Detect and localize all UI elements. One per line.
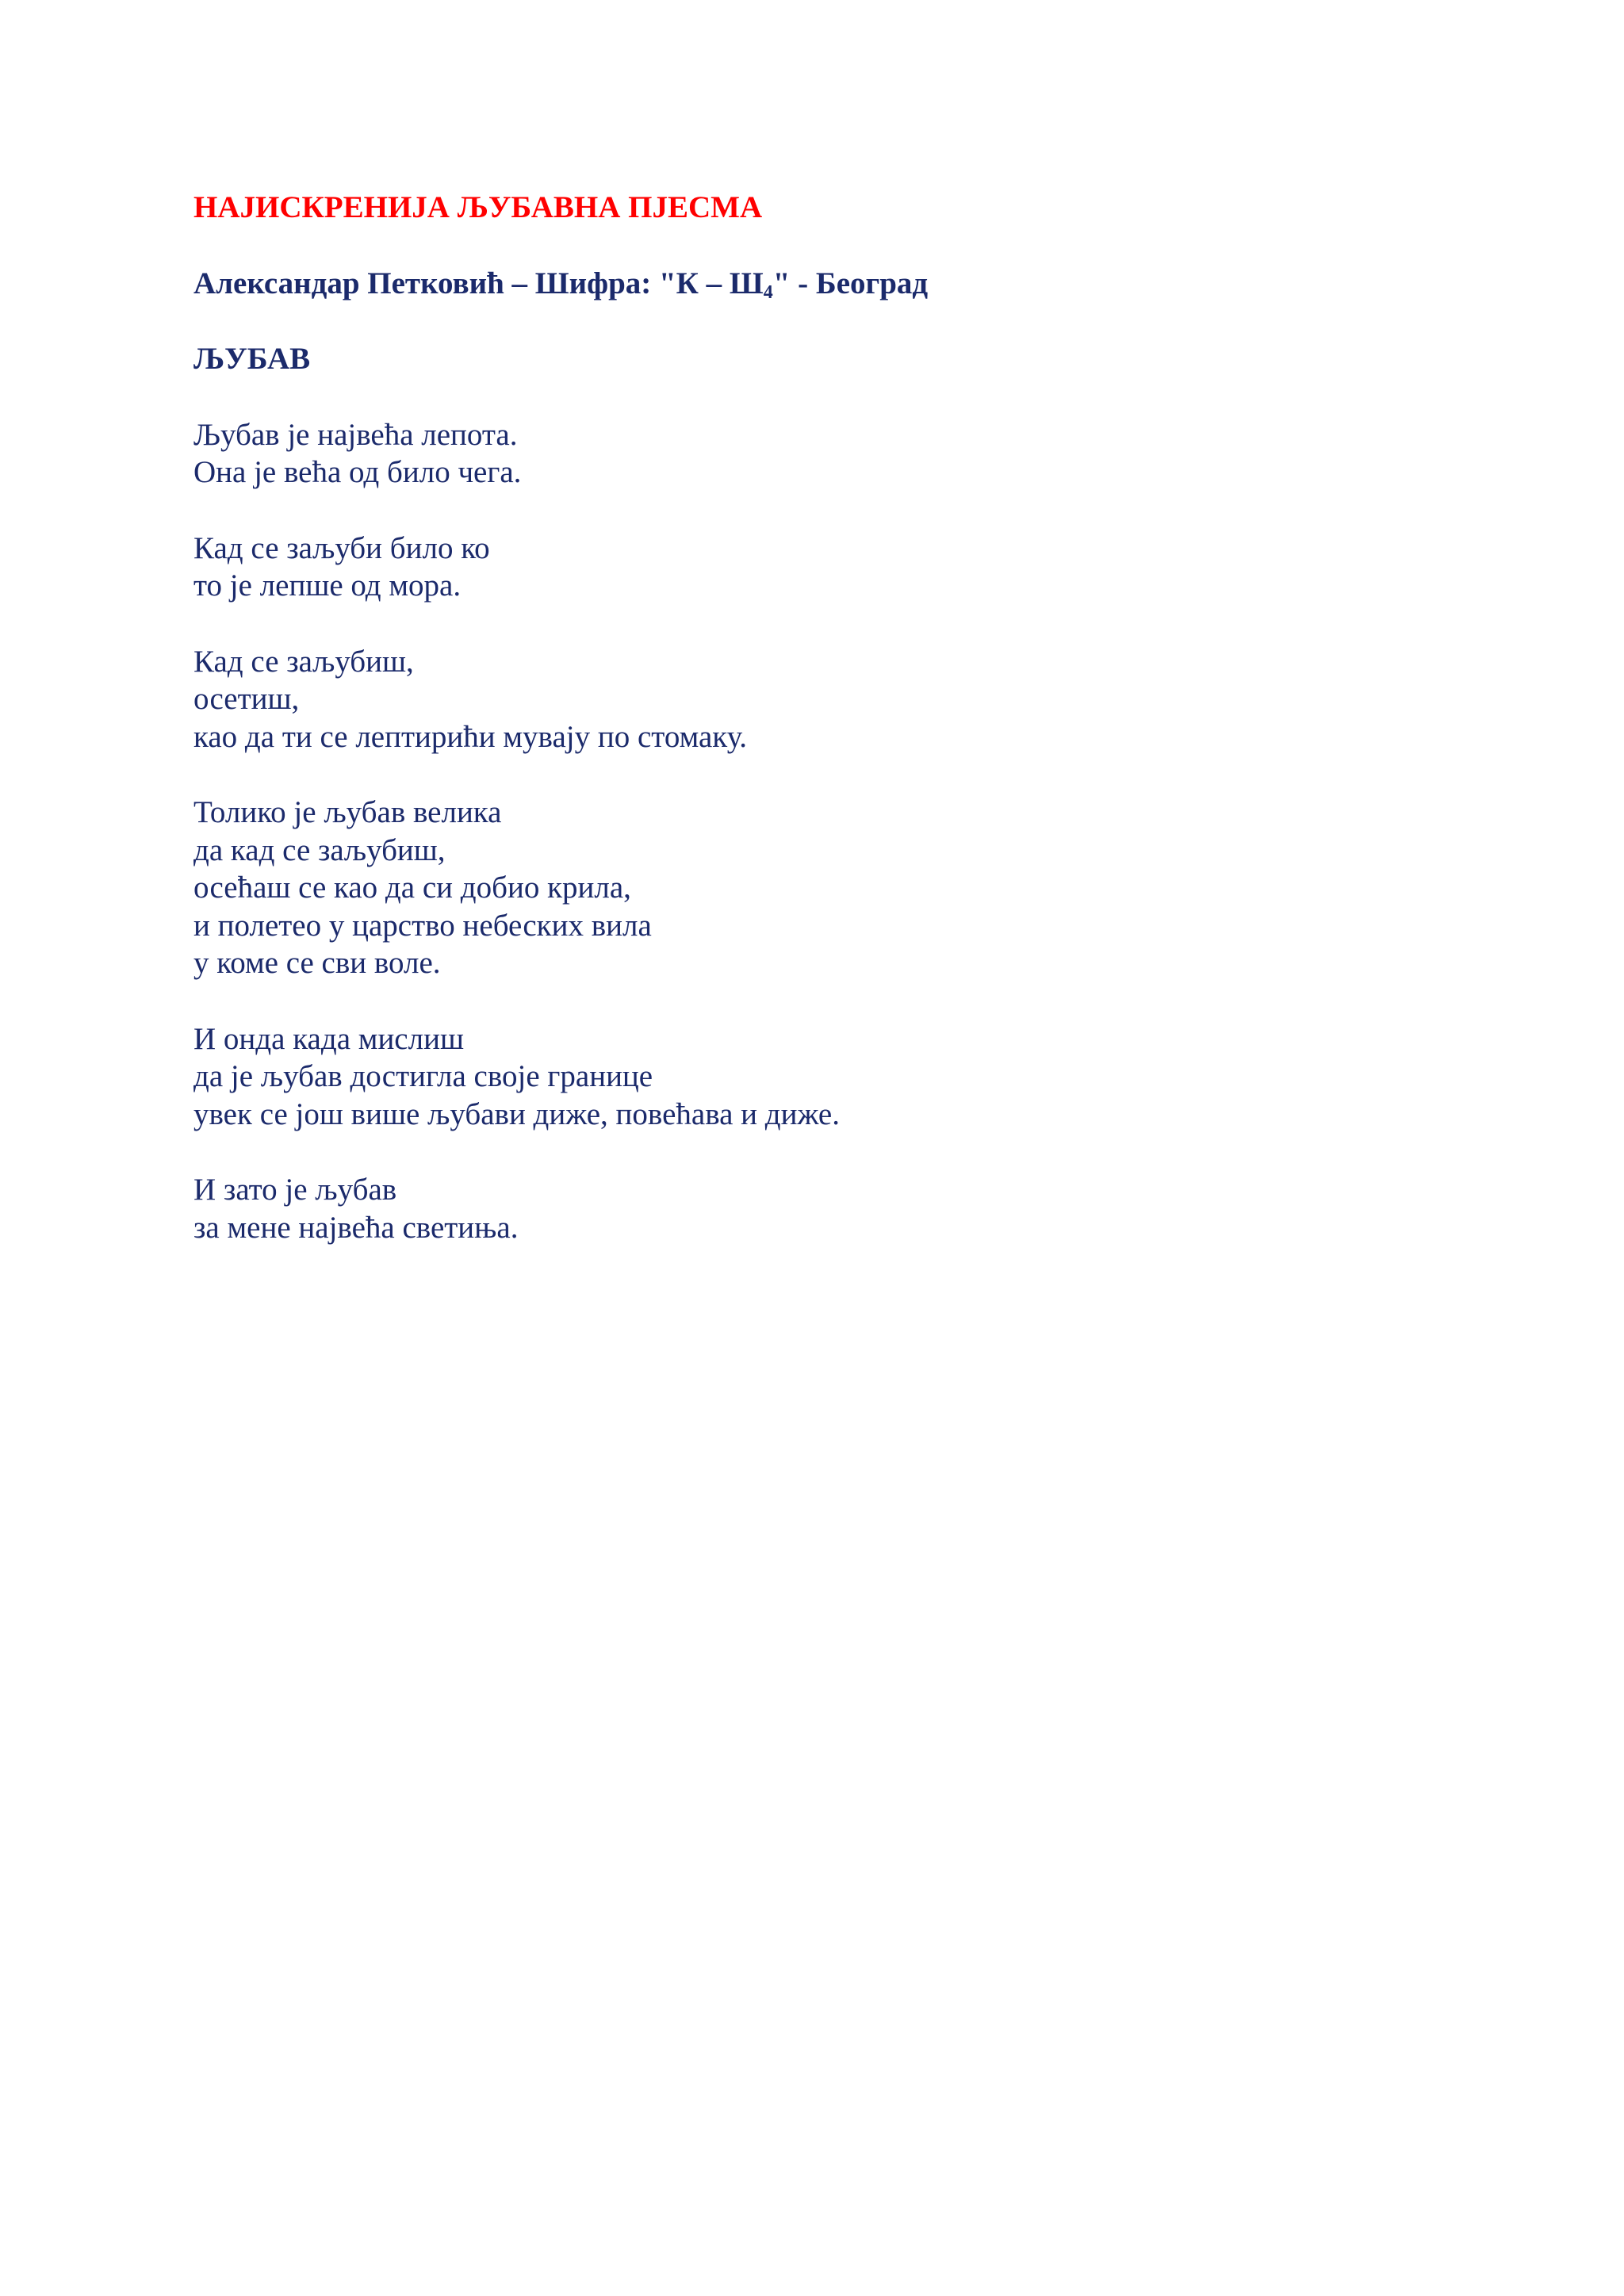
poem-line: да кад се заљубиш, — [193, 832, 446, 867]
poem-line: у коме се сви воле. — [193, 946, 441, 980]
author-location: " - Београд — [772, 266, 929, 300]
poem-line: да је љубав достигла своје границе — [193, 1059, 653, 1093]
author-subscript: 4 — [763, 281, 773, 303]
poem-line: Кад се заљуби било ко — [193, 530, 490, 565]
poem-line: то је лепше од мора. — [193, 568, 462, 603]
poem-line: за мене највећа светиња. — [193, 1210, 519, 1245]
poem-line: Кад се заљубиш, — [193, 644, 414, 679]
poem-title: ЉУБАВ — [193, 342, 311, 376]
poem-line: Толико је љубав велика — [193, 795, 502, 829]
poem-line: Љубав је највећа лепота. — [193, 417, 518, 452]
stanza — [193, 416, 1502, 492]
poem-line: осећаш се као да си добио крила, — [193, 871, 631, 905]
stanza — [193, 794, 1502, 982]
author-text: Александар Петковић – Шифра: "К – Ш — [193, 266, 764, 300]
stanza — [193, 1020, 1502, 1134]
poem-line: и полетео у царство небеских вила — [193, 908, 652, 943]
poem-line: И зато је љубав — [193, 1173, 397, 1207]
poem-line: осетиш, — [193, 682, 300, 716]
poem-line: увек се још више љубави диже, повећава и диже. — [193, 1096, 840, 1131]
stanza — [193, 643, 1502, 756]
stanza — [193, 1171, 1502, 1246]
stanza — [193, 530, 1502, 605]
poem-line: И онда када мислиш — [193, 1021, 464, 1056]
author-line — [193, 265, 1502, 303]
document-title: НАЈИСКРЕНИЈА ЉУБАВНА ПЈЕСМА — [193, 190, 763, 224]
poem-line: као да ти се лептирићи мувају по стомаку. — [193, 719, 748, 754]
document-content — [193, 189, 1502, 1284]
poem-line: Она је већа од било чега. — [193, 455, 522, 489]
